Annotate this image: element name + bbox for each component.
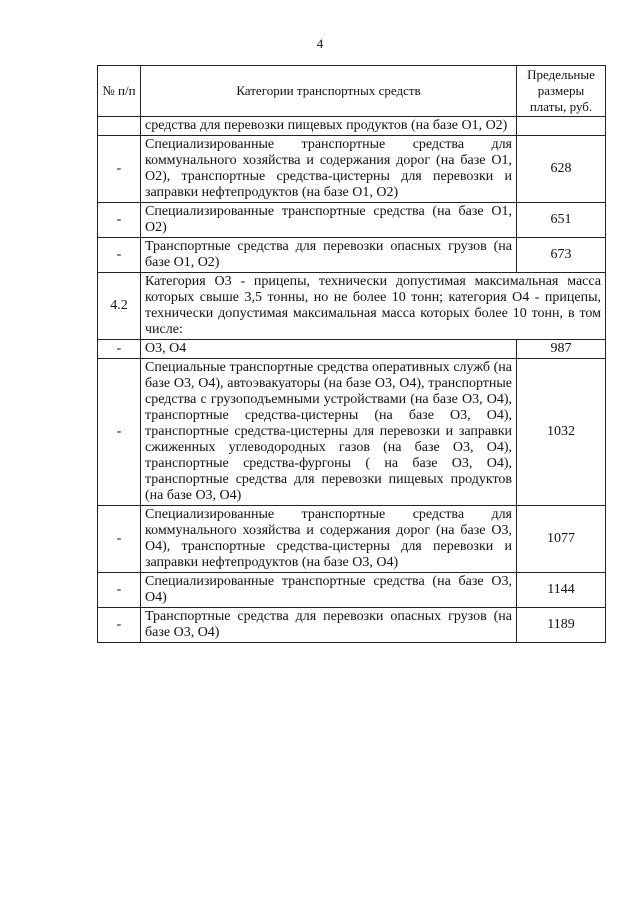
fee-table — [97, 65, 606, 643]
header-fee: Предельные размеры платы, руб. — [517, 66, 606, 117]
table-row — [98, 359, 606, 506]
row-fee: 987 — [517, 340, 606, 359]
row-num: - — [98, 573, 141, 608]
row-category: Специализированные транспортные средства для коммунального хозяйства и содержания дорог (на базе О3, О4), транспортные средства-цистерны для перевозки и заправки нефтепродуктов (на базе О3, О4) — [141, 506, 517, 573]
table-row — [98, 608, 606, 643]
row-num: - — [98, 340, 141, 359]
row-num: - — [98, 136, 141, 203]
row-fee: 1189 — [517, 608, 606, 643]
row-fee — [517, 117, 606, 136]
table-row — [98, 573, 606, 608]
row-num: - — [98, 608, 141, 643]
row-num: - — [98, 359, 141, 506]
table-header-row — [98, 66, 606, 117]
row-category: Специализированные транспортные средства (на базе О3, О4) — [141, 573, 517, 608]
row-num: - — [98, 238, 141, 273]
row-category: средства для перевозки пищевых продуктов (на базе О1, О2) — [141, 117, 517, 136]
row-category: О3, О4 — [141, 340, 517, 359]
row-fee: 1032 — [517, 359, 606, 506]
table-row — [98, 203, 606, 238]
row-category: Специализированные транспортные средства (на базе О1, О2) — [141, 203, 517, 238]
row-fee: 651 — [517, 203, 606, 238]
table-row — [98, 117, 606, 136]
row-num: - — [98, 203, 141, 238]
table-row — [98, 238, 606, 273]
row-category: Транспортные средства для перевозки опасных грузов (на базе О1, О2) — [141, 238, 517, 273]
table-row — [98, 340, 606, 359]
table-row — [98, 273, 606, 340]
header-category: Категории транспортных средств — [141, 66, 517, 117]
table-row — [98, 136, 606, 203]
row-num — [98, 117, 141, 136]
row-category: Категория О3 - прицепы, технически допустимая максимальная масса которых свыше 3,5 тонны, но не более 10 тонн; категория О4 - прицепы, технически допустимая максимальная масса которых более 10 тонн, в том числе: — [141, 273, 606, 340]
row-category: Специальные транспортные средства оперативных служб (на базе О3, О4), автоэвакуаторы (на базе О3, О4), транспортные средства с грузоподъемными устройствами (на базе О3, О4), транспортные средства-цистерны (на базе О3, О4), транспортные средства-цистерны для перевозки и заправки сжиженных углеводородных газов (на базе О3, О4), транспортные средства-фургоны ( на базе О3, О4), транспортные средства для перевозки пищевых продуктов (на базе О3, О4) — [141, 359, 517, 506]
row-fee: 1077 — [517, 506, 606, 573]
row-category: Транспортные средства для перевозки опасных грузов (на базе О3, О4) — [141, 608, 517, 643]
row-num: - — [98, 506, 141, 573]
page-number: 4 — [316, 36, 324, 51]
row-fee: 628 — [517, 136, 606, 203]
table-row — [98, 506, 606, 573]
row-category: Специализированные транспортные средства для коммунального хозяйства и содержания дорог (на базе О1, О2), транспортные средства-цистерны для перевозки и заправки нефтепродуктов (на базе О1, О2) — [141, 136, 517, 203]
row-fee: 1144 — [517, 573, 606, 608]
row-num: 4.2 — [98, 273, 141, 340]
row-fee: 673 — [517, 238, 606, 273]
header-num: № п/п — [98, 66, 141, 117]
